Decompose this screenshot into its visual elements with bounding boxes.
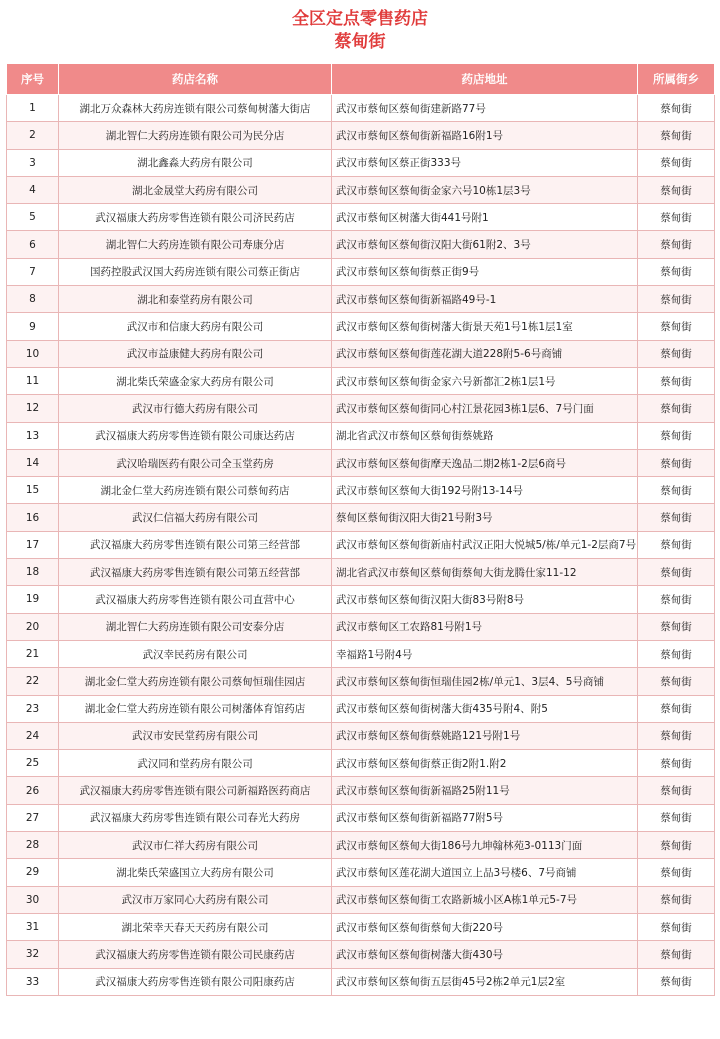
cell-no: 6 <box>7 231 59 258</box>
cell-address: 武汉市蔡甸区树藩大街441号附1 <box>332 204 638 231</box>
cell-no: 32 <box>7 941 59 968</box>
cell-name: 武汉市益康健大药房有限公司 <box>59 340 332 367</box>
table-row <box>7 176 715 203</box>
cell-no: 19 <box>7 586 59 613</box>
table-row <box>7 504 715 531</box>
cell-address: 武汉市蔡甸区蔡甸街新庙村武汉正阳大悦城5/栋/单元1-2层商7号 <box>332 531 638 558</box>
table-row <box>7 340 715 367</box>
cell-name: 武汉福康大药房零售连锁有限公司新福路医药商店 <box>59 777 332 804</box>
cell-name: 武汉哈瑞医药有限公司全玉堂药房 <box>59 449 332 476</box>
table-row <box>7 449 715 476</box>
cell-name: 武汉福康大药房零售连锁有限公司民康药店 <box>59 941 332 968</box>
cell-name: 湖北智仁大药房连锁有限公司为民分店 <box>59 122 332 149</box>
cell-no: 33 <box>7 968 59 995</box>
cell-no: 12 <box>7 395 59 422</box>
cell-street: 蔡甸街 <box>638 149 715 176</box>
table-row <box>7 832 715 859</box>
cell-street: 蔡甸街 <box>638 477 715 504</box>
cell-name: 国药控股武汉国大药房连锁有限公司蔡正街店 <box>59 258 332 285</box>
cell-address: 武汉市蔡甸区蔡甸街摩天逸品二期2栋1-2层6商号 <box>332 449 638 476</box>
column-header-no: 序号 <box>7 64 59 95</box>
cell-address: 武汉市蔡甸区蔡正街333号 <box>332 149 638 176</box>
cell-no: 7 <box>7 258 59 285</box>
cell-no: 27 <box>7 804 59 831</box>
cell-address: 武汉市蔡甸区蔡甸街五层街45号2栋2单元1层2室 <box>332 968 638 995</box>
cell-street: 蔡甸街 <box>638 722 715 749</box>
table-row <box>7 204 715 231</box>
cell-street: 蔡甸街 <box>638 395 715 422</box>
cell-street: 蔡甸街 <box>638 913 715 940</box>
table-header-row <box>7 64 715 95</box>
table-row <box>7 886 715 913</box>
cell-name: 武汉市行德大药房有限公司 <box>59 395 332 422</box>
cell-street: 蔡甸街 <box>638 504 715 531</box>
cell-street: 蔡甸街 <box>638 886 715 913</box>
title-block <box>0 0 720 60</box>
cell-name: 武汉市万家同心大药房有限公司 <box>59 886 332 913</box>
cell-street: 蔡甸街 <box>638 313 715 340</box>
column-header-name: 药店名称 <box>59 64 332 95</box>
cell-name: 湖北和泰堂药房有限公司 <box>59 286 332 313</box>
table-row <box>7 722 715 749</box>
cell-name: 武汉市安民堂药房有限公司 <box>59 722 332 749</box>
cell-street: 蔡甸街 <box>638 832 715 859</box>
table-row <box>7 531 715 558</box>
page-subtitle: 蔡甸街 <box>334 32 386 52</box>
table-body <box>7 95 715 996</box>
cell-no: 15 <box>7 477 59 504</box>
cell-street: 蔡甸街 <box>638 559 715 586</box>
cell-street: 蔡甸街 <box>638 668 715 695</box>
cell-name: 武汉市和信康大药房有限公司 <box>59 313 332 340</box>
cell-street: 蔡甸街 <box>638 941 715 968</box>
cell-address: 武汉市蔡甸区蔡甸街树藩大街景天苑1号1栋1层1室 <box>332 313 638 340</box>
cell-street: 蔡甸街 <box>638 367 715 394</box>
cell-street: 蔡甸街 <box>638 122 715 149</box>
cell-no: 4 <box>7 176 59 203</box>
cell-address: 武汉市蔡甸区蔡甸街金家六号新都汇2栋1层1号 <box>332 367 638 394</box>
cell-name: 武汉市仁祥大药房有限公司 <box>59 832 332 859</box>
cell-no: 14 <box>7 449 59 476</box>
cell-no: 11 <box>7 367 59 394</box>
table-row <box>7 695 715 722</box>
cell-street: 蔡甸街 <box>638 231 715 258</box>
cell-address: 武汉市蔡甸区工农路81号附1号 <box>332 613 638 640</box>
cell-street: 蔡甸街 <box>638 286 715 313</box>
cell-name: 湖北万众森林大药房连锁有限公司蔡甸树藩大街店 <box>59 95 332 122</box>
cell-address: 武汉市蔡甸区蔡甸街新福路77附5号 <box>332 804 638 831</box>
cell-name: 武汉福康大药房零售连锁有限公司直营中心 <box>59 586 332 613</box>
table-row <box>7 941 715 968</box>
cell-no: 5 <box>7 204 59 231</box>
cell-address: 武汉市蔡甸区蔡甸街工农路新城小区A栋1单元5-7号 <box>332 886 638 913</box>
cell-street: 蔡甸街 <box>638 340 715 367</box>
table-row <box>7 149 715 176</box>
cell-name: 湖北金仁堂大药房连锁有限公司树藩体育馆药店 <box>59 695 332 722</box>
cell-street: 蔡甸街 <box>638 613 715 640</box>
table-row <box>7 559 715 586</box>
cell-address: 武汉市蔡甸区蔡甸街蔡姚路121号附1号 <box>332 722 638 749</box>
cell-street: 蔡甸街 <box>638 859 715 886</box>
cell-address: 武汉市蔡甸区蔡甸街树藩大街435号附4、附5 <box>332 695 638 722</box>
cell-street: 蔡甸街 <box>638 176 715 203</box>
cell-address: 武汉市蔡甸区蔡甸大街186号九坤翰林苑3-0113门面 <box>332 832 638 859</box>
cell-street: 蔡甸街 <box>638 95 715 122</box>
cell-street: 蔡甸街 <box>638 531 715 558</box>
column-header-street: 所属街乡 <box>638 64 715 95</box>
cell-street: 蔡甸街 <box>638 449 715 476</box>
table-row <box>7 804 715 831</box>
cell-name: 武汉福康大药房零售连锁有限公司第三经营部 <box>59 531 332 558</box>
cell-name: 湖北荣幸天春天天药房有限公司 <box>59 913 332 940</box>
cell-name: 湖北鑫淼大药房有限公司 <box>59 149 332 176</box>
table-row <box>7 122 715 149</box>
cell-street: 蔡甸街 <box>638 968 715 995</box>
cell-name: 武汉福康大药房零售连锁有限公司济民药店 <box>59 204 332 231</box>
cell-no: 28 <box>7 832 59 859</box>
cell-name: 湖北智仁大药房连锁有限公司寿康分店 <box>59 231 332 258</box>
cell-no: 10 <box>7 340 59 367</box>
cell-address: 幸福路1号附4号 <box>332 640 638 667</box>
cell-no: 30 <box>7 886 59 913</box>
cell-street: 蔡甸街 <box>638 204 715 231</box>
pharmacy-table <box>6 63 715 996</box>
cell-address: 武汉市蔡甸区蔡甸街莲花湖大道228附5-6号商铺 <box>332 340 638 367</box>
table-row <box>7 613 715 640</box>
table-row <box>7 313 715 340</box>
table-row <box>7 258 715 285</box>
cell-street: 蔡甸街 <box>638 695 715 722</box>
cell-no: 16 <box>7 504 59 531</box>
table-row <box>7 640 715 667</box>
cell-no: 2 <box>7 122 59 149</box>
cell-no: 24 <box>7 722 59 749</box>
cell-no: 21 <box>7 640 59 667</box>
cell-no: 18 <box>7 559 59 586</box>
cell-name: 武汉福康大药房零售连锁有限公司阳康药店 <box>59 968 332 995</box>
cell-address: 武汉市蔡甸区蔡甸街汉阳大街61附2、3号 <box>332 231 638 258</box>
cell-no: 1 <box>7 95 59 122</box>
table-row <box>7 668 715 695</box>
cell-no: 8 <box>7 286 59 313</box>
table-row <box>7 95 715 122</box>
cell-street: 蔡甸街 <box>638 640 715 667</box>
cell-name: 湖北柴氏荣盛国立大药房有限公司 <box>59 859 332 886</box>
cell-address: 蔡甸区蔡甸街汉阳大街21号附3号 <box>332 504 638 531</box>
cell-name: 湖北金晟堂大药房有限公司 <box>59 176 332 203</box>
cell-address: 武汉市蔡甸区蔡甸街新福路16附1号 <box>332 122 638 149</box>
cell-no: 26 <box>7 777 59 804</box>
table-row <box>7 395 715 422</box>
cell-street: 蔡甸街 <box>638 777 715 804</box>
cell-address: 武汉市蔡甸区蔡甸街同心村江景花园3栋1层6、7号门面 <box>332 395 638 422</box>
column-header-address: 药店地址 <box>332 64 638 95</box>
cell-no: 25 <box>7 750 59 777</box>
table-row <box>7 859 715 886</box>
cell-no: 9 <box>7 313 59 340</box>
cell-name: 湖北金仁堂大药房连锁有限公司蔡甸恒瑞佳园店 <box>59 668 332 695</box>
cell-address: 武汉市蔡甸区蔡甸街蔡正街9号 <box>332 258 638 285</box>
cell-no: 3 <box>7 149 59 176</box>
cell-address: 武汉市蔡甸区莲花湖大道国立上品3号楼6、7号商铺 <box>332 859 638 886</box>
cell-address: 武汉市蔡甸区蔡甸街汉阳大街83号附8号 <box>332 586 638 613</box>
cell-address: 武汉市蔡甸区蔡甸街新福路25附11号 <box>332 777 638 804</box>
cell-name: 湖北金仁堂大药房连锁有限公司蔡甸药店 <box>59 477 332 504</box>
table-row <box>7 913 715 940</box>
cell-name: 湖北柴氏荣盛金家大药房有限公司 <box>59 367 332 394</box>
table-row <box>7 477 715 504</box>
cell-street: 蔡甸街 <box>638 750 715 777</box>
cell-name: 武汉幸民药房有限公司 <box>59 640 332 667</box>
cell-no: 31 <box>7 913 59 940</box>
cell-street: 蔡甸街 <box>638 804 715 831</box>
cell-street: 蔡甸街 <box>638 258 715 285</box>
cell-name: 武汉福康大药房零售连锁有限公司第五经营部 <box>59 559 332 586</box>
cell-no: 29 <box>7 859 59 886</box>
cell-address: 武汉市蔡甸区蔡甸街树藩大街430号 <box>332 941 638 968</box>
cell-address: 武汉市蔡甸区蔡甸街蔡正街2附1.附2 <box>332 750 638 777</box>
cell-name: 武汉同和堂药房有限公司 <box>59 750 332 777</box>
table-row <box>7 286 715 313</box>
table-row <box>7 777 715 804</box>
cell-street: 蔡甸街 <box>638 422 715 449</box>
cell-name: 武汉福康大药房零售连锁有限公司康达药店 <box>59 422 332 449</box>
cell-address: 武汉市蔡甸区蔡甸街新福路49号-1 <box>332 286 638 313</box>
cell-address: 武汉市蔡甸区蔡甸大街192号附13-14号 <box>332 477 638 504</box>
cell-address: 武汉市蔡甸区蔡甸街恒瑞佳园2栋/单元1、3层4、5号商铺 <box>332 668 638 695</box>
table-row <box>7 422 715 449</box>
page-title: 全区定点零售药店 <box>292 9 428 29</box>
cell-name: 湖北智仁大药房连锁有限公司安泰分店 <box>59 613 332 640</box>
cell-address: 武汉市蔡甸区蔡甸街建新路77号 <box>332 95 638 122</box>
table-row <box>7 968 715 995</box>
cell-name: 武汉福康大药房零售连锁有限公司春光大药房 <box>59 804 332 831</box>
cell-address: 湖北省武汉市蔡甸区蔡甸街蔡姚路 <box>332 422 638 449</box>
cell-no: 22 <box>7 668 59 695</box>
table-row <box>7 750 715 777</box>
cell-address: 湖北省武汉市蔡甸区蔡甸街蔡甸大街龙腾仕家11-12 <box>332 559 638 586</box>
cell-address: 武汉市蔡甸区蔡甸街金家六号10栋1层3号 <box>332 176 638 203</box>
cell-no: 17 <box>7 531 59 558</box>
table-row <box>7 586 715 613</box>
cell-no: 23 <box>7 695 59 722</box>
cell-no: 13 <box>7 422 59 449</box>
cell-street: 蔡甸街 <box>638 586 715 613</box>
cell-no: 20 <box>7 613 59 640</box>
cell-name: 武汉仁信福大药房有限公司 <box>59 504 332 531</box>
cell-address: 武汉市蔡甸区蔡甸街蔡甸大街220号 <box>332 913 638 940</box>
table-row <box>7 231 715 258</box>
table-row <box>7 367 715 394</box>
